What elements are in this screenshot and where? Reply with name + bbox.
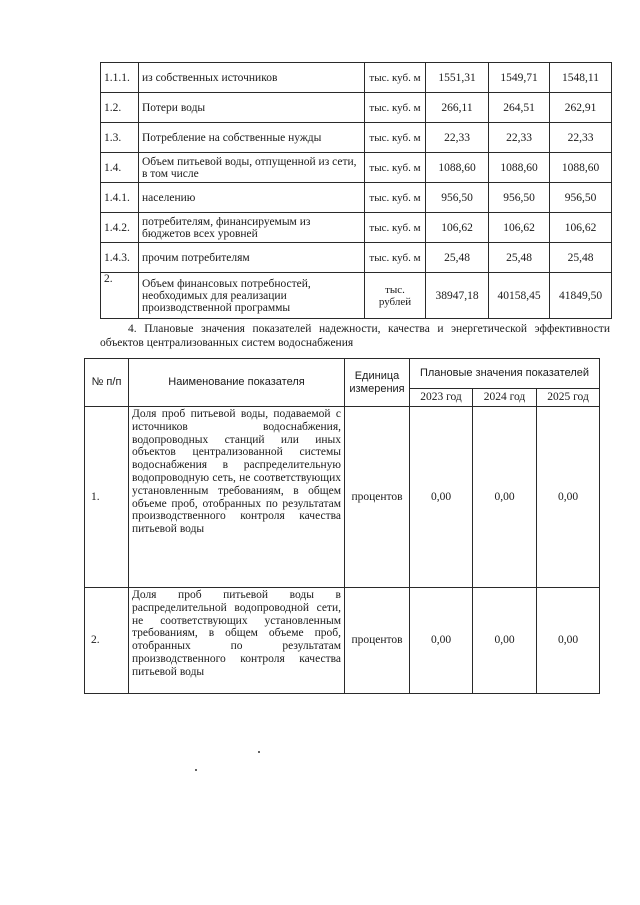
row-name: потребителям, финансируемым из бюджетов всех уровней	[139, 213, 365, 243]
table-row	[101, 123, 612, 153]
row-name: Доля проб питьевой воды, подаваемой с источников водоснабжения, водопроводных станций или иных объектов централизованной системы водоснабжения в распределительную водопроводную сеть, не соответствующих установленным требованиям, в общем объеме проб, отобранных по результатам производственного контроля качества питьевой воды	[129, 407, 345, 588]
row-unit: тыс. куб. м	[365, 183, 426, 213]
col-header-2025: 2025 год	[537, 389, 600, 407]
value-2023: 1551,31	[426, 63, 489, 93]
value-2024: 1088,60	[489, 153, 550, 183]
section-4-heading: 4. Плановые значения показателей надежности, качества и энергетической эффективности объектов централизованных систем водоснабжения	[100, 323, 610, 349]
value-2025: 25,48	[550, 243, 612, 273]
col-header-unit: Единица измерения	[345, 359, 410, 407]
row-name: Потери воды	[139, 93, 365, 123]
row-unit: тыс. рублей	[365, 273, 426, 319]
value-2025: 956,50	[550, 183, 612, 213]
row-unit: тыс. куб. м	[365, 213, 426, 243]
col-header-num: № п/п	[85, 359, 129, 407]
row-code: 1.4.3.	[101, 243, 139, 273]
table-row	[85, 588, 600, 694]
row-num: 2.	[85, 588, 129, 694]
value-2024: 956,50	[489, 183, 550, 213]
row-unit: процентов	[345, 588, 410, 694]
value-2025: 0,00	[537, 588, 600, 694]
row-code: 1.4.1.	[101, 183, 139, 213]
row-code: 1.2.	[101, 93, 139, 123]
table-row	[85, 407, 600, 588]
value-2025: 106,62	[550, 213, 612, 243]
value-2024: 25,48	[489, 243, 550, 273]
header-row	[85, 359, 600, 389]
row-name: Доля проб питьевой воды в распределительной водопроводной сети, не соответствующих установленным требованиям, в общем объеме проб, отобранных по результатам производственного контроля качества питьевой воды	[129, 588, 345, 694]
row-unit: тыс. куб. м	[365, 63, 426, 93]
table-row	[101, 153, 612, 183]
value-2024: 40158,45	[489, 273, 550, 319]
value-2024: 264,51	[489, 93, 550, 123]
value-2025: 1088,60	[550, 153, 612, 183]
value-2024: 0,00	[473, 407, 537, 588]
table-row	[101, 273, 612, 319]
value-2023: 1088,60	[426, 153, 489, 183]
row-code: 1.4.	[101, 153, 139, 183]
row-unit: тыс. куб. м	[365, 153, 426, 183]
value-2024: 22,33	[489, 123, 550, 153]
row-name: Потребление на собственные нужды	[139, 123, 365, 153]
value-2023: 38947,18	[426, 273, 489, 319]
table-row	[101, 213, 612, 243]
row-unit: процентов	[345, 407, 410, 588]
col-header-planned: Плановые значения показателей	[410, 359, 600, 389]
row-code: 1.3.	[101, 123, 139, 153]
value-2024: 1549,71	[489, 63, 550, 93]
row-unit: тыс. куб. м	[365, 123, 426, 153]
value-2024: 0,00	[473, 588, 537, 694]
col-header-2024: 2024 год	[473, 389, 537, 407]
value-2025: 0,00	[537, 407, 600, 588]
value-2023: 106,62	[426, 213, 489, 243]
value-2025: 262,91	[550, 93, 612, 123]
row-unit: тыс. куб. м	[365, 93, 426, 123]
value-2025: 22,33	[550, 123, 612, 153]
value-2023: 0,00	[410, 407, 473, 588]
row-code: 1.4.2.	[101, 213, 139, 243]
table-row	[101, 183, 612, 213]
table-row	[101, 243, 612, 273]
row-num: 1.	[85, 407, 129, 588]
row-code: 2.	[101, 273, 139, 319]
row-name: прочим потребителям	[139, 243, 365, 273]
row-code: 1.1.1.	[101, 63, 139, 93]
row-name: населению	[139, 183, 365, 213]
row-name: Объем финансовых потребностей, необходимых для реализации производственной программы	[139, 273, 365, 319]
reliability-indicators-table	[84, 358, 600, 694]
production-program-table	[100, 62, 612, 319]
value-2023: 0,00	[410, 588, 473, 694]
scan-speck	[195, 769, 197, 771]
scan-speck	[258, 751, 260, 753]
value-2023: 956,50	[426, 183, 489, 213]
row-name: Объем питьевой воды, отпущенной из сети, в том числе	[139, 153, 365, 183]
value-2025: 41849,50	[550, 273, 612, 319]
col-header-name: Наименование показателя	[129, 359, 345, 407]
value-2023: 266,11	[426, 93, 489, 123]
value-2023: 25,48	[426, 243, 489, 273]
value-2023: 22,33	[426, 123, 489, 153]
value-2024: 106,62	[489, 213, 550, 243]
table-row	[101, 63, 612, 93]
row-unit: тыс. куб. м	[365, 243, 426, 273]
col-header-2023: 2023 год	[410, 389, 473, 407]
value-2025: 1548,11	[550, 63, 612, 93]
table-row	[101, 93, 612, 123]
row-name: из собственных источников	[139, 63, 365, 93]
